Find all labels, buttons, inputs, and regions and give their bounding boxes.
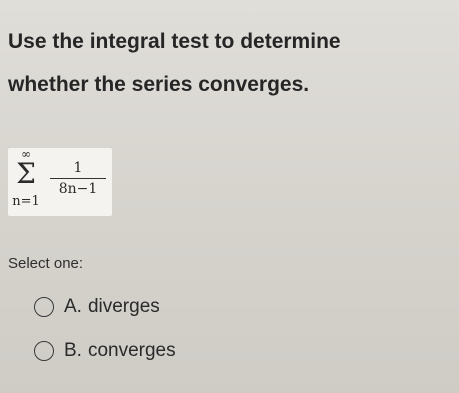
option-b-letter: B.: [64, 340, 82, 361]
option-a-label: [64, 296, 160, 318]
option-a-text: diverges: [87, 296, 160, 317]
upper-limit: ∞: [21, 147, 31, 161]
select-one-label: Select one:: [8, 255, 84, 272]
numerator: 1: [73, 160, 83, 176]
option-b-text: converges: [87, 340, 176, 361]
question-line-2: whether the series converges.: [8, 73, 310, 96]
radio-button-b[interactable]: [34, 341, 54, 361]
option-a[interactable]: [34, 293, 160, 321]
option-a-letter: A.: [64, 296, 82, 317]
option-b[interactable]: [34, 337, 176, 365]
fraction: [48, 160, 108, 197]
option-b-label: [64, 340, 176, 362]
series-formula: [8, 148, 112, 216]
lower-limit: n=1: [12, 194, 40, 209]
fraction-bar: [50, 178, 106, 179]
sigma-symbol: Σ: [16, 157, 36, 190]
radio-button-a[interactable]: [34, 297, 54, 317]
question-line-1: Use the integral test to determine: [8, 30, 341, 53]
summation: [12, 147, 40, 214]
denominator: 8n−1: [58, 181, 98, 197]
question-text: [8, 20, 448, 106]
